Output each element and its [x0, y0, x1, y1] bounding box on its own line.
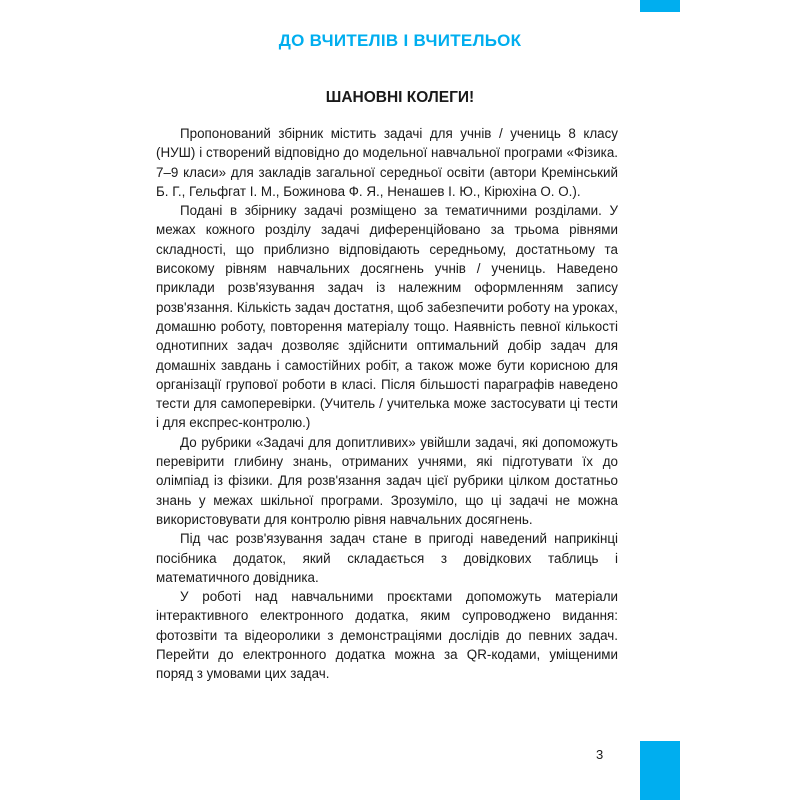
bottom-edge-tab [640, 741, 680, 800]
paragraph-electronic-supplement: У роботі над навчальними проєктами допоможуть матеріали інтерактивного електронного додатка, яким супроводжено видання: фотозвіти та відеоролики з демонстраціями дослідів до певних задач. Перейти до електронного додатка можна за QR-кодами, уміщеними поряд з умовами цих задач. [156, 589, 618, 682]
page-number: 3 [596, 747, 604, 762]
body-text [156, 124, 618, 684]
paragraph-appendix: Під час розв'язування задач стане в пригоді наведений наприкінці посібника додаток, який складається з довідкових таблиць і математичного довідника. [156, 531, 618, 585]
page-subtitle: ШАНОВНІ КОЛЕГИ! [325, 89, 475, 106]
paragraph-curious-tasks: До рубрики «Задачі для допитливих» увійшли задачі, які допоможуть перевірити глибину знань, отриманих учнями, які підготувати їх до олімпіад із фізики. Для розв'язання задач цієї рубрики цілком достатньо знань у межах шкільної програми. Зрозуміло, що ці задачі не можна використовувати для контролю рівня навчальних досягнень. [156, 434, 618, 527]
section-header: ДО ВЧИТЕЛІВ І ВЧИТЕЛЬОК [278, 31, 522, 50]
paragraph-intro: Пропонований збірник містить задачі для учнів / учениць 8 класу (НУШ) і створений відповідно до модельної навчальної програми «Фізика. 7–9 класи» для закладів загальної середньої освіти (автори Кремінський Б. Г., Гельфгат І. М., Божинова Ф. Я., Ненашев І. Ю., Кірюхіна О. О.). [156, 126, 618, 199]
paragraph-structure: Подані в збірнику задачі розміщено за тематичними розділами. У межах кожного розділу задачі диференційовано за трьома рівнями складності, що приблизно відповідають середньому, достатньому та високому рівням навчальних досягнень учнів / учениць. Наведено приклади розв'язування задач із належним оформленням запису розв'язання. Кількість задач достатня, щоб забезпечити роботу на уроках, домашню роботу, повторення матеріалу тощо. Наявність певної кількості однотипних задач дозволяє здійснити оптимальний добір задач для домашніх завдань і самостійних робіт, а також може бути корисною для організації групової роботи в класі. Після більшості параграфів наведено тести для самоперевірки. (Учитель / учителька може застосувати ці тести і для експрес-контролю.) [156, 203, 618, 431]
top-edge-tab [640, 0, 680, 12]
